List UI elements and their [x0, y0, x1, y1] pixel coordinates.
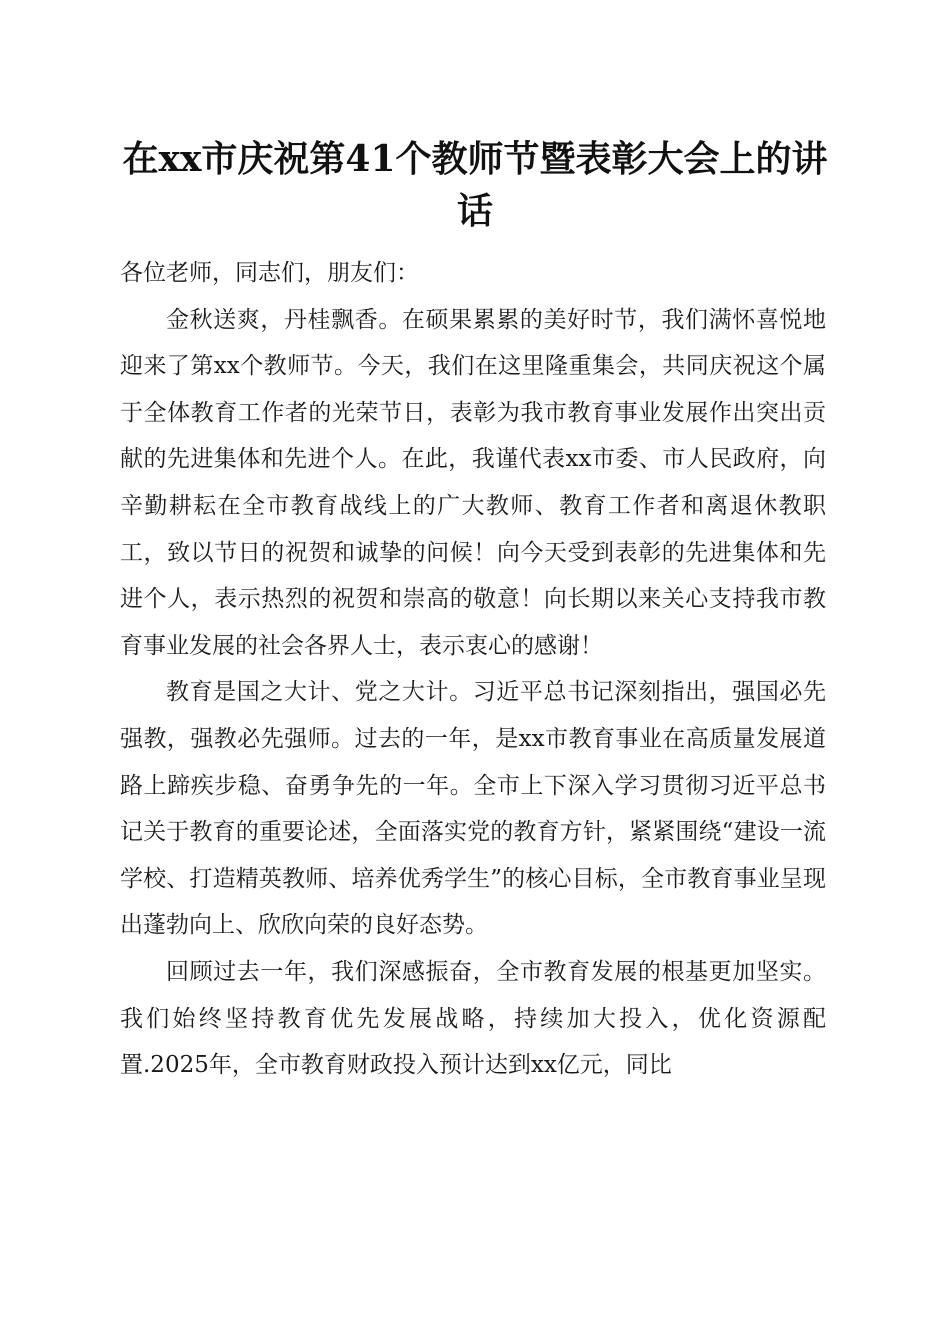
paragraph-2: 教育是国之大计、党之大计。习近平总书记深刻指出，强国必先强教，强教必先强师。过去的一年，是xx市教育事业在高质量发展道路上蹄疾步稳、奋勇争先的一年。全市上下深入学习贯彻习近平总书记关于教育的重要论述，全面落实党的教育方针，紧紧围绕“建设一流学校、打造精英教师、培养优秀学生”的核心目标，全市教育事业呈现出蓬勃向上、欣欣向荣的良好态势。: [120, 679, 826, 939]
paragraph-1: 金秋送爽，丹桂飘香。在硕果累累的美好时节，我们满怀喜悦地迎来了第xx个教师节。今天，我们在这里隆重集会，共同庆祝这个属于全体教育工作者的光荣节日，表彰为我市教育事业发展作出突出贡献的先进集体和先进个人。在此，我谨代表xx市委、市人民政府，向辛勤耕耘在全市教育战线上的广大教师、教育工作者和离退休教职工，致以节日的祝贺和诚挚的问候！向今天受到表彰的先进集体和先进个人，表示热烈的祝贺和崇高的敬意！向长期以来关心支持我市教育事业发展的社会各界人士，表示衷心的感谢！: [120, 306, 826, 659]
paragraph-3: 回顾过去一年，我们深感振奋，全市教育发展的根基更加坚实。我们始终坚持教育优先发展战略，持续加大投入，优化资源配置.2025年，全市教育财政投入预计达到xx亿元，同比: [120, 958, 826, 1079]
greeting-line: 各位老师，同志们，朋友们：: [120, 260, 419, 286]
document-title: 在xx市庆祝第41个教师节暨表彰大会上的讲话: [122, 138, 828, 232]
document-body: [120, 250, 826, 1089]
